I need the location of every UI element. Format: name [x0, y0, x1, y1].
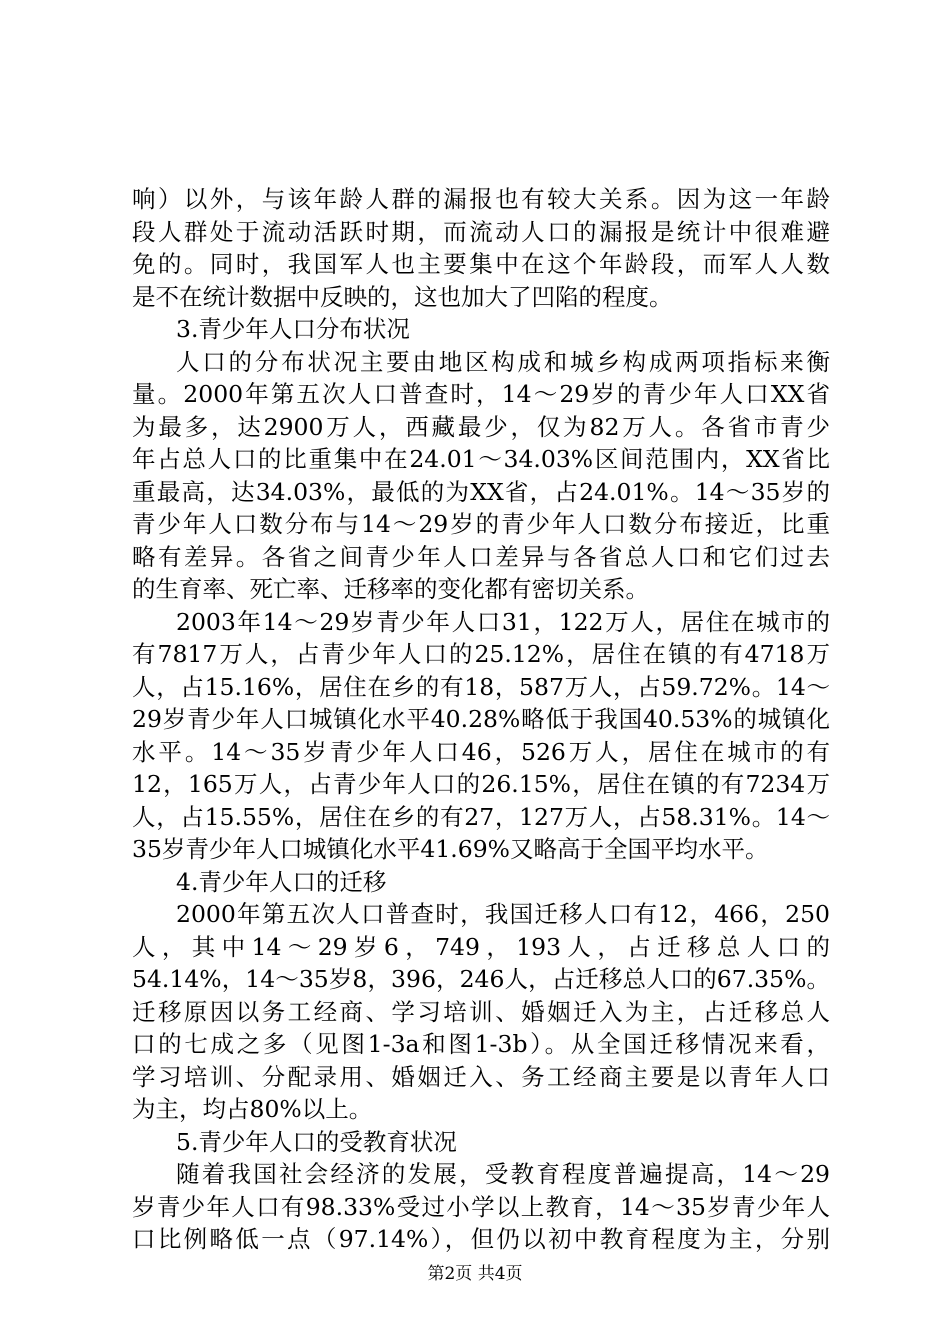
- text-line: 重最高，达34.03%，最低的为XX省，占24.01%。14～35岁的: [132, 477, 830, 506]
- text-line: 人，占15.55%，居住在乡的有27，127万人，占58.31%。14～: [132, 802, 830, 831]
- section-heading: 3.青少年人口分布状况: [176, 315, 410, 343]
- text-line: 口的七成之多（见图1-3a和图1-3b）。从全国迁移情况来看，: [132, 1030, 830, 1058]
- text-line: 29岁青少年人口城镇化水平40.28%略低于我国40.53%的城镇化: [132, 705, 830, 733]
- text-line: 青少年人口数分布与14～29岁的青少年人口数分布接近，比重: [132, 510, 830, 538]
- text-line: 的生育率、死亡率、迁移率的变化都有密切关系。: [132, 575, 649, 603]
- text-line: 免的。同时，我国军人也主要集中在这个年龄段，而军人人数: [132, 250, 830, 278]
- text-line: 岁青少年人口有98.33%受过小学以上教育，14～35岁青少年人: [132, 1192, 830, 1221]
- text-line: 迁移原因以务工经商、学习培训、婚姻迁入为主，占迁移总人: [132, 997, 830, 1026]
- text-line: 量。2000年第五次人口普查时，14～29岁的青少年人口XX省: [132, 380, 830, 408]
- text-line: 段人群处于流动活跃时期，而流动人口的漏报是统计中很难避: [132, 217, 830, 246]
- text-line: 响）以外，与该年龄人群的漏报也有较大关系。因为这一年龄: [132, 185, 830, 213]
- text-line: 随着我国社会经济的发展，受教育程度普遍提高，14～29: [176, 1160, 830, 1188]
- text-line: 略有差异。各省之间青少年人口差异与各省总人口和它们过去: [132, 542, 830, 571]
- section-heading: 4.青少年人口的迁移: [176, 867, 387, 896]
- text-line: 54.14%，14～35岁8，396，246人，占迁移总人口的67.35%。: [132, 965, 830, 993]
- section-heading: 5.青少年人口的受教育状况: [176, 1127, 457, 1156]
- text-line: 为最多，达2900万人，西藏最少，仅为82万人。各省市青少: [132, 412, 830, 441]
- text-line: 人，其中14～29岁6，749，193人，占迁移总人口的: [132, 932, 830, 961]
- text-line: 水平。14～35岁青少年人口46，526万人，居住在城市的有: [132, 737, 830, 766]
- text-line: 12，165万人，占青少年人口的26.15%，居住在镇的有7234万: [132, 770, 830, 798]
- text-line: 学习培训、分配录用、婚姻迁入、务工经商主要是以青年人口: [132, 1062, 830, 1091]
- page-footer: 第2页 共4页: [427, 1264, 523, 1284]
- text-line: 2000年第五次人口普查时，我国迁移人口有12，466，250: [176, 900, 830, 928]
- text-line: 2003年14～29岁青少年人口31，122万人，居住在城市的: [176, 607, 830, 636]
- text-line: 年占总人口的比重集中在24.01～34.03%区间范围内，XX省比: [132, 445, 830, 473]
- text-line: 是不在统计数据中反映的，这也加大了凹陷的程度。: [132, 282, 673, 311]
- text-line: 人，占15.16%，居住在乡的有18，587万人，占59.72%。14～: [132, 672, 830, 701]
- text-line: 人口的分布状况主要由地区构成和城乡构成两项指标来衡: [176, 347, 830, 376]
- text-line: 口比例略低一点（97.14%），但仍以初中教育程度为主，分别: [132, 1225, 830, 1253]
- body-text: [132, 183, 830, 1256]
- text-line: 有7817万人，占青少年人口的25.12%，居住在镇的有4718万: [132, 640, 830, 668]
- text-line: 为主，均占80%以上。: [132, 1095, 373, 1123]
- text-line: 35岁青少年人口城镇化水平41.69%又略高于全国平均水平。: [132, 835, 769, 863]
